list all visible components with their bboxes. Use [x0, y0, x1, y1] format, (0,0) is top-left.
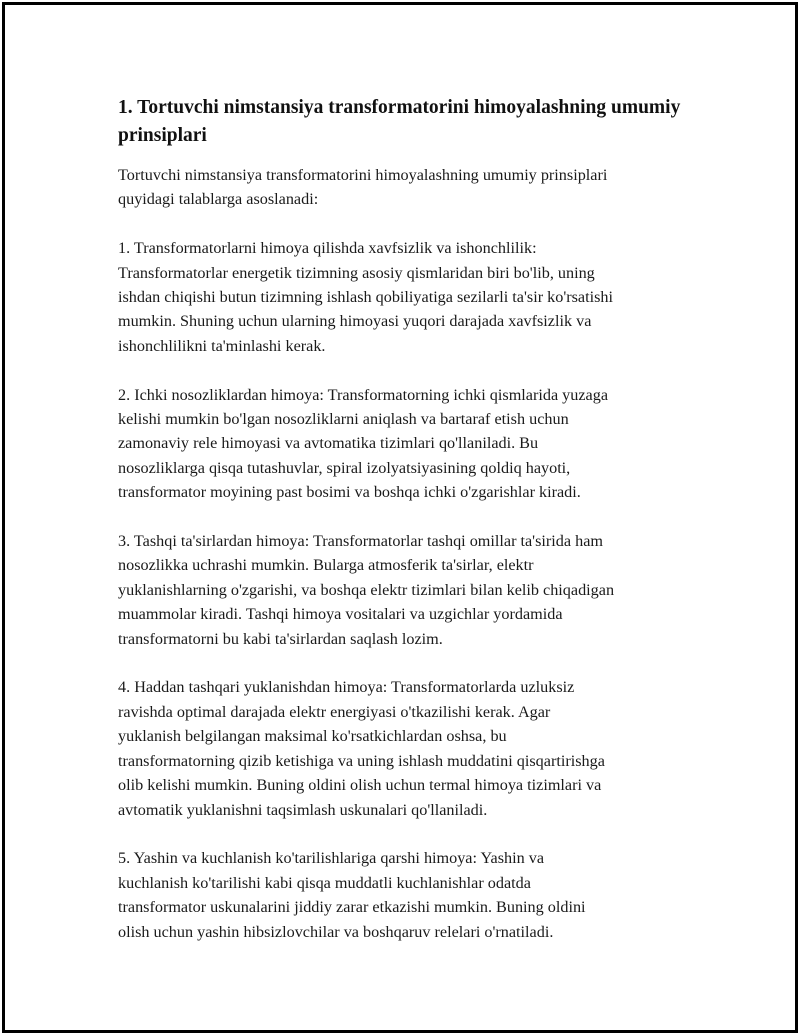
paragraph-lightning-surge: 5. Yashin va kuchlanish ko'tarilishlariga qarshi himoya: Yashin va kuchlanish ko'tarilishi kabi qisqa muddatli kuchlanishlar odatda transformator uskunalarini jiddiy zarar etkazishi mumkin. Buning oldini olish uchun yashin hibsizlovchilar va boshqaruv relelari o'rnatiladi. [118, 849, 586, 941]
intro-paragraph: Tortuvchi nimstansiya transformatorini himoyalashning umumiy prinsiplari quyidagi talablarga asoslanadi: [118, 166, 608, 209]
paragraph-internal-faults: 2. Ichki nosozliklardan himoya: Transformatorning ichki qismlarida yuzaga kelishi mumkin bo'lgan nosozliklarni aniqlash va bartaraf etish uchun zamonaviy rele himoyasi va avtomatika tizimlari qo'llaniladi. Bu nosozliklarga qisqa tutashuvlar, spiral izolyatsiyasining qoldiq hayoti, transformator moyining past bosimi va boshqa ichki o'zgarishlar kiradi. [118, 385, 609, 502]
paragraph-overload-protection: 4. Haddan tashqari yuklanishdan himoya: Transformatorlarda uzluksiz ravishda optimal darajada elektr energiyasi o'tkazilishi kerak. Agar yuklanish belgilangan maksimal ko'rsatkichlardan oshsa, bu transformatorning qizib ketishiga va uning ishlash muddatini qisqartirishga olib kelishi mumkin. Buning oldini olish uchun termal himoya tizimlari va avtomatik yuklanishni taqsimlash uskunalari qo'llaniladi. [118, 678, 605, 819]
document-title: 1. Tortuvchi nimstansiya transformatorini himoyalashning umumiy prinsiplari [118, 97, 681, 146]
paragraph-external-effects: 3. Tashqi ta'sirlardan himoya: Transformatorlar tashqi omillar ta'sirida ham nosozlikka uchrashi mumkin. Bularga atmosferik ta'sirlar, elektr yuklanishlarning o'zgarishi, va boshqa elektr tizimlari bilan kelib chiqadigan muammolar kiradi. Tashqi himoya vositalari va uzgichlar yordamida transformatorni bu kabi ta'sirlardan saqlash lozim. [118, 532, 615, 648]
document-body [118, 94, 700, 968]
paragraph-safety-reliability: 1. Transformatorlarni himoya qilishda xavfsizlik va ishonchlilik: Transformatorlar energetik tizimning asosiy qismlaridan biri bo'lib, uning ishdan chiqishi butun tizimning ishlash qobiliyatiga sezilarli ta'sir ko'rsatishi mumkin. Shuning uchun ularning himoyasi yuqori darajada xavfsizlik va ishonchlilikni ta'minlashi kerak. [118, 239, 613, 355]
